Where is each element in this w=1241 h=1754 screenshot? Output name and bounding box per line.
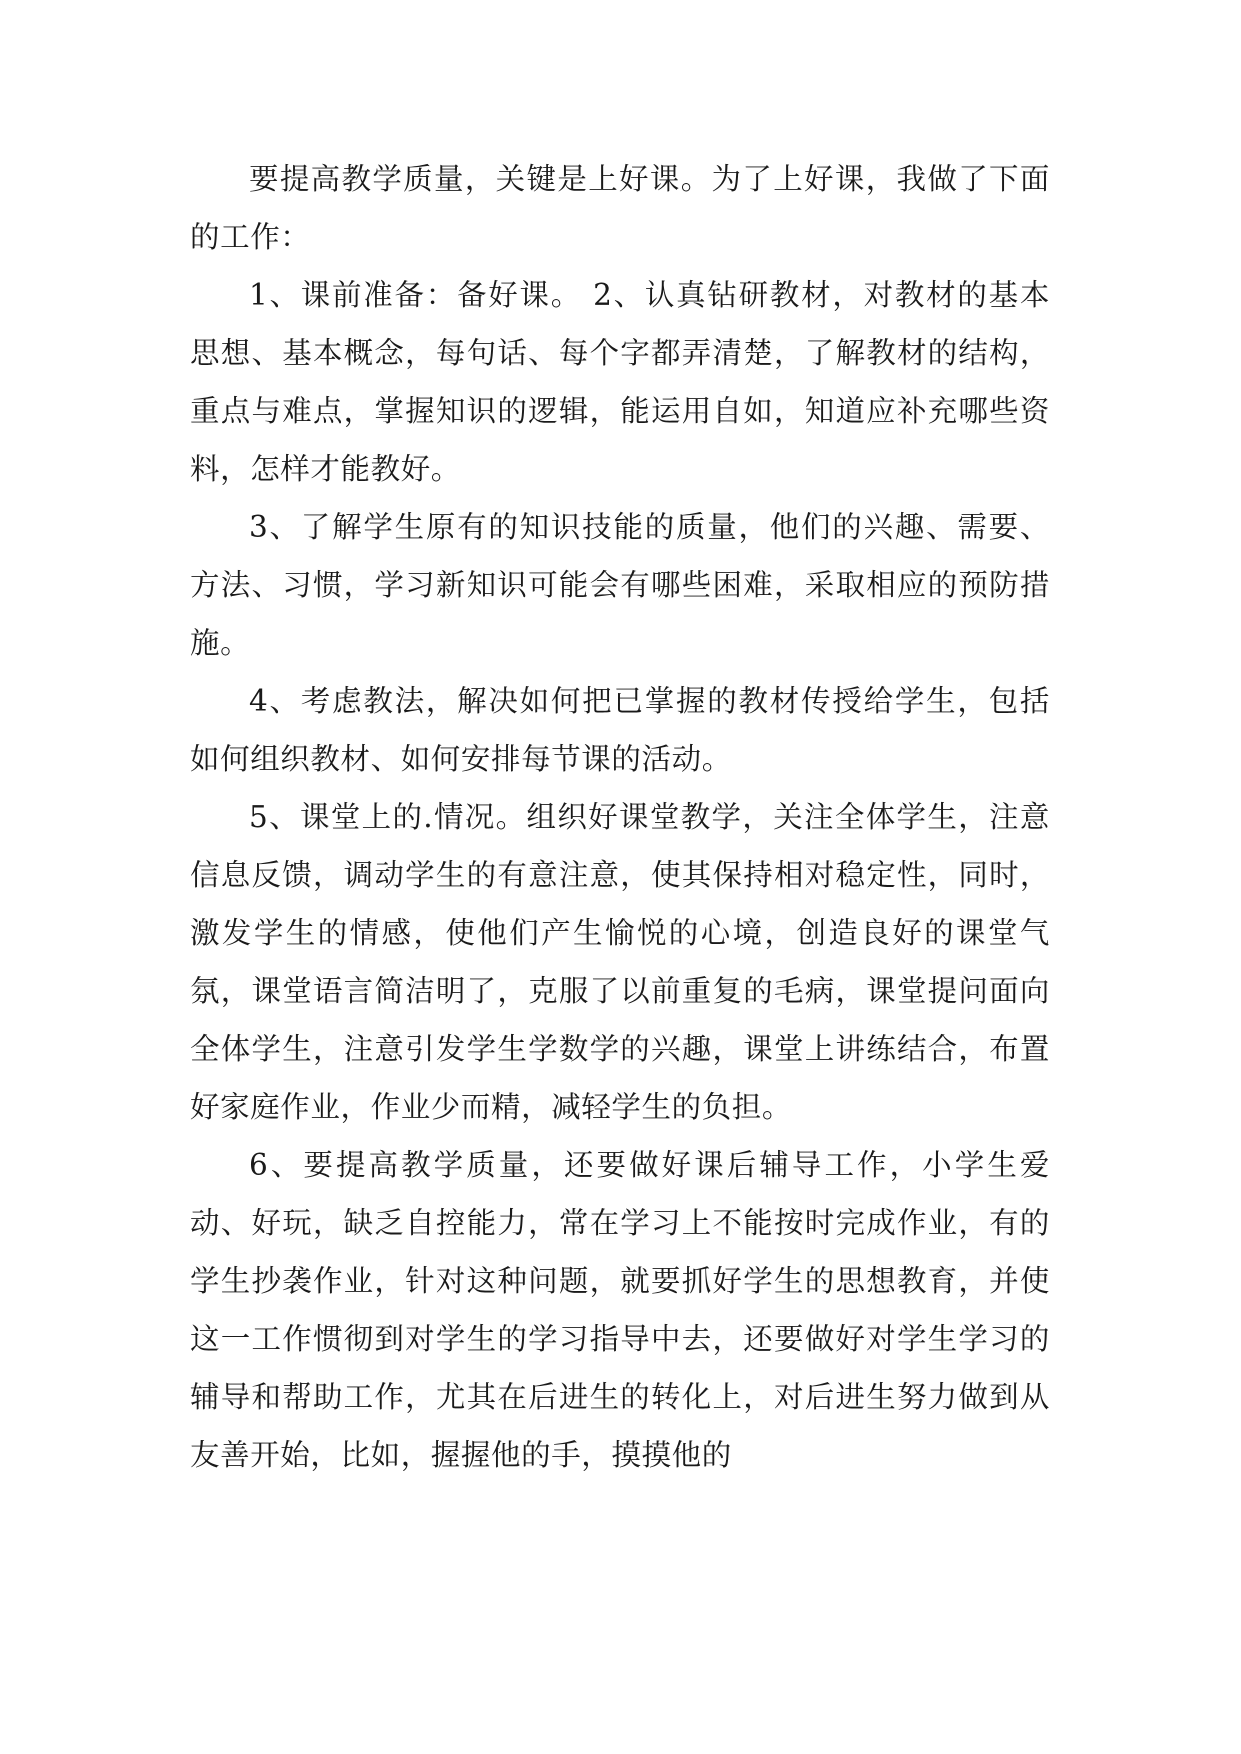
paragraph-intro: 要提高教学质量，关键是上好课。为了上好课，我做了下面的工作：: [190, 162, 1050, 254]
paragraph-item-3: 3、了解学生原有的知识技能的质量，他们的兴趣、需要、方法、习惯，学习新知识可能会有哪些困难，采取相应的预防措施。: [190, 510, 1050, 660]
document-body: [190, 150, 1050, 1484]
paragraph-item-1-2: 1、课前准备：备好课。 2、认真钻研教材，对教材的基本思想、基本概念，每句话、每个字都弄清楚，了解教材的结构，重点与难点，掌握知识的逻辑，能运用自如，知道应补充哪些资料，怎样才能教好。: [190, 278, 1050, 486]
paragraph-item-5: 5、课堂上的.情况。组织好课堂教学，关注全体学生，注意信息反馈，调动学生的有意注意，使其保持相对稳定性，同时，激发学生的情感，使他们产生愉悦的心境，创造良好的课堂气氛，课堂语言简洁明了，克服了以前重复的毛病，课堂提问面向全体学生，注意引发学生学数学的兴趣，课堂上讲练结合，布置好家庭作业，作业少而精，减轻学生的负担。: [190, 800, 1050, 1124]
paragraph-item-6: 6、要提高教学质量，还要做好课后辅导工作，小学生爱动、好玩，缺乏自控能力，常在学习上不能按时完成作业，有的学生抄袭作业，针对这种问题，就要抓好学生的思想教育，并使这一工作惯彻到对学生的学习指导中去，还要做好对学生学习的辅导和帮助工作，尤其在后进生的转化上，对后进生努力做到从友善开始，比如，握握他的手，摸摸他的: [190, 1148, 1050, 1472]
paragraph-item-4: 4、考虑教法，解决如何把已掌握的教材传授给学生，包括如何组织教材、如何安排每节课的活动。: [190, 684, 1050, 776]
